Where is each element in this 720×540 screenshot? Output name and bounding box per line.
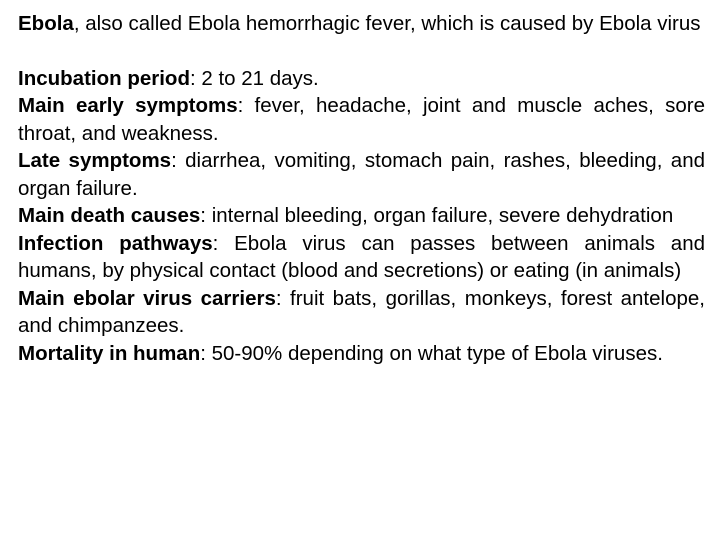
fact-term: Main early symptoms bbox=[18, 94, 238, 117]
fact-text: : fruit bats, gorillas, monkeys, forest antelope, and chimpanzees. bbox=[18, 286, 705, 337]
document-page bbox=[18, 10, 705, 367]
fact-term: Incubation period bbox=[18, 66, 190, 90]
fact-infection-pathways bbox=[18, 230, 705, 285]
intro-text: , also called Ebola hemorrhagic fever, which is caused by Ebola virus bbox=[73, 12, 701, 35]
fact-term: Main death causes bbox=[18, 204, 201, 227]
fact-term: Main ebolar virus carriers bbox=[18, 286, 276, 310]
fact-mortality bbox=[18, 340, 705, 368]
fact-virus-carriers bbox=[18, 285, 705, 340]
fact-early-symptoms bbox=[18, 92, 705, 147]
fact-text: : 2 to 21 days. bbox=[189, 66, 319, 90]
fact-text: : fever, headache, joint and muscle aches, sore throat, and weakness. bbox=[18, 94, 705, 145]
fact-term: Late symptoms bbox=[18, 149, 172, 172]
fact-text: : 50-90% depending on what type of Ebola viruses. bbox=[200, 341, 663, 365]
fact-term: Infection pathways bbox=[18, 231, 213, 255]
fact-text: : internal bleeding, organ failure, severe dehydration bbox=[200, 204, 674, 227]
fact-death-causes bbox=[18, 202, 705, 230]
fact-incubation-period bbox=[18, 65, 705, 93]
fact-term: Mortality in human bbox=[18, 341, 201, 365]
intro-term: Ebola bbox=[18, 12, 74, 35]
fact-text: : Ebola virus can passes between animals and humans, by physical contact (blood and secretions) or eating (in animals) bbox=[18, 231, 705, 282]
facts-list bbox=[18, 65, 705, 368]
fact-text: : diarrhea, vomiting, stomach pain, rashes, bleeding, and organ failure. bbox=[18, 149, 705, 200]
intro-paragraph bbox=[18, 10, 705, 38]
fact-late-symptoms bbox=[18, 147, 705, 202]
